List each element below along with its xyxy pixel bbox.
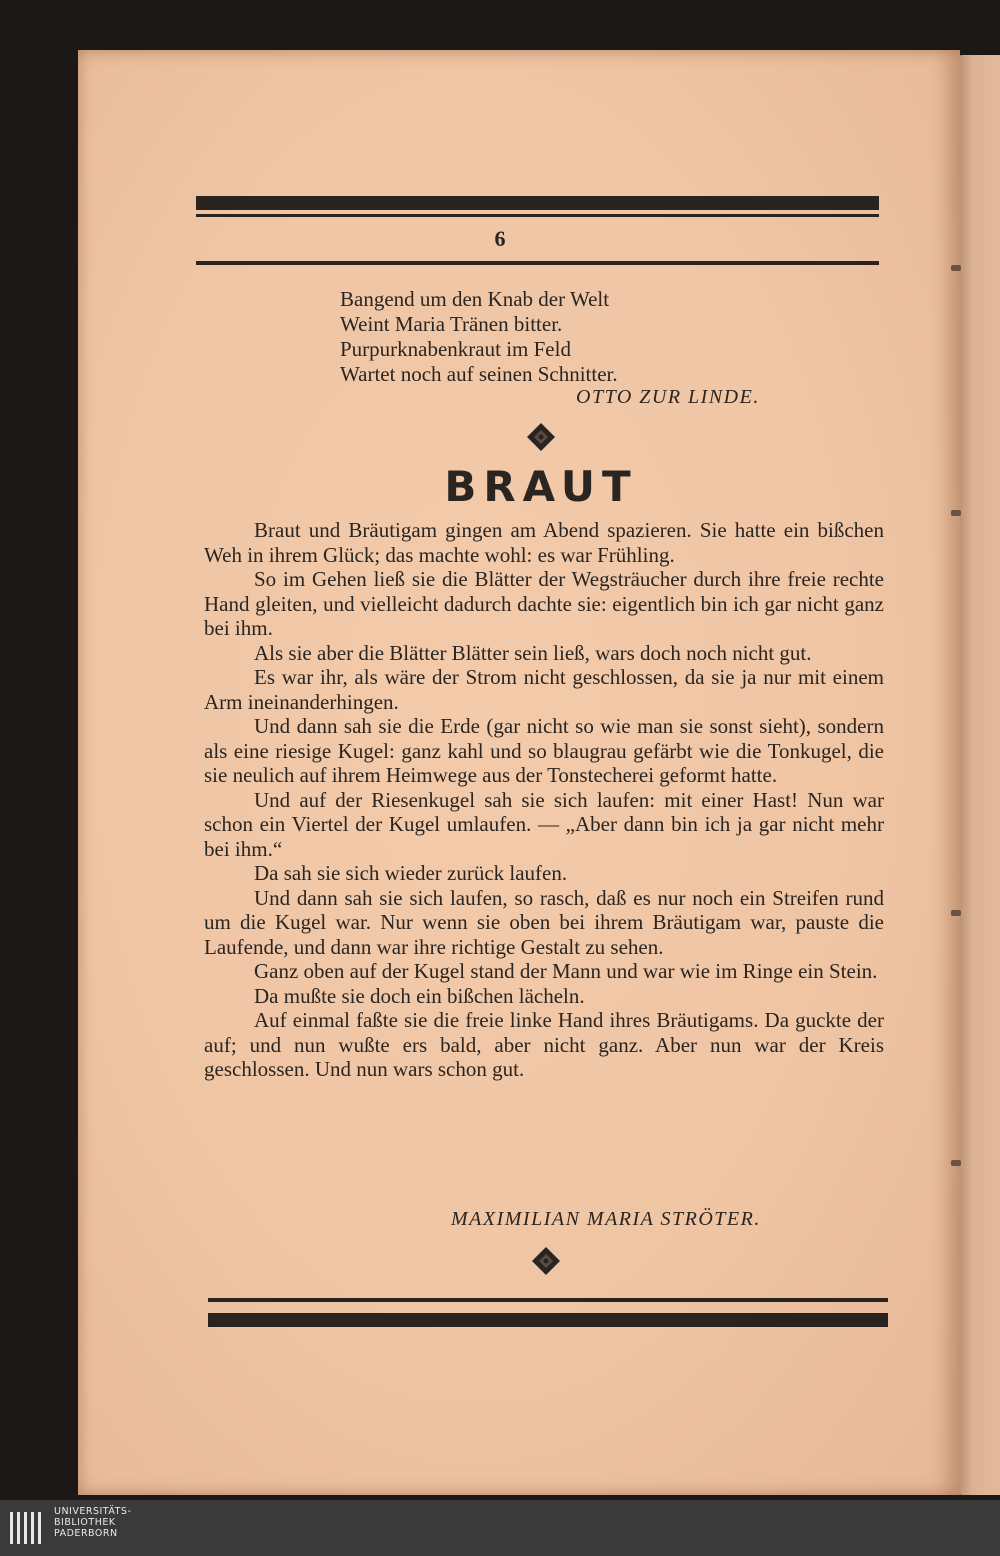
- poem-line: Weint Maria Tränen bitter.: [340, 312, 563, 336]
- library-name-line: PADERBORN: [54, 1528, 118, 1539]
- story-paragraph: Ganz oben auf der Kugel stand der Mann und war wie im Ringe ein Stein.: [254, 959, 878, 983]
- library-name-line: BIBLIOTHEK: [54, 1517, 116, 1528]
- diamond-ornament-icon: [531, 1246, 561, 1276]
- binding-stitch: [951, 265, 961, 271]
- footer-thin-rule: [208, 1298, 888, 1302]
- story-paragraph: Es war ihr, als wäre der Strom nicht geschlossen, da sie ja nur mit einem Arm ineinanderhingen.: [204, 665, 884, 714]
- library-name: [54, 1506, 131, 1539]
- poem-line: Bangend um den Knab der Welt: [340, 287, 610, 311]
- story-paragraph: Als sie aber die Blätter Blätter sein ließ, wars doch noch nicht gut.: [254, 640, 812, 665]
- library-name-line: UNIVERSITÄTS-: [54, 1506, 132, 1517]
- header-bottom-rule: [196, 261, 879, 265]
- story-paragraph: Auf einmal faßte sie die freie linke Hand ihres Bräutigams. Da guckte der auf; und nun wußte ers bald, aber nicht ganz. Aber nun war der Kreis geschlossen. Und nun wars schon gut.: [204, 1008, 884, 1081]
- diamond-ornament-icon: [526, 422, 556, 452]
- footer-thick-rule: [208, 1313, 888, 1327]
- story-paragraph: Und dann sah sie die Erde (gar nicht so wie man sie sonst sieht), sondern als eine riesige Kugel: ganz kahl und so blaugrau gefärbt wie die Tonkugel, die sie neulich auf ihrem Heimwege aus der Tonstecherei geformt hatte.: [204, 714, 884, 787]
- story-title: BRAUT: [444, 462, 638, 511]
- library-logo-icon: [8, 1508, 48, 1548]
- header-thick-rule: [196, 196, 879, 210]
- poem-line: Wartet noch auf seinen Schnitter.: [340, 362, 618, 386]
- binding-stitch: [951, 1160, 961, 1166]
- story-body: [204, 518, 884, 1082]
- binding-stitch: [951, 910, 961, 916]
- story-paragraph: Braut und Bräutigam gingen am Abend spazieren. Sie hatte ein bißchen Weh in ihrem Glück; das machte wohl: es war Frühling.: [204, 518, 884, 567]
- poem-line: Purpurknabenkraut im Feld: [340, 337, 571, 361]
- page-number: 6: [494, 226, 506, 251]
- story-paragraph: Da sah sie sich wieder zurück laufen.: [254, 861, 568, 885]
- poem: [340, 287, 618, 387]
- story-paragraph: So im Gehen ließ sie die Blätter der Wegsträucher durch ihre freie rechte Hand gleiten, und vielleicht dadurch dachte sie: eigentlich bin ich gar nicht ganz bei ihm.: [204, 567, 884, 640]
- poem-author: OTTO ZUR LINDE.: [576, 386, 760, 408]
- story-paragraph: Und auf der Riesenkugel sah sie sich laufen: mit einer Hast! Nun war schon ein Viertel der Kugel umlaufen. — „Aber dann bin ich ja gar nicht mehr bei ihm.“: [204, 787, 884, 861]
- story-author: MAXIMILIAN MARIA STRÖTER.: [451, 1208, 761, 1230]
- facing-page-edge: [958, 55, 1000, 1495]
- header-thin-rule: [196, 214, 879, 217]
- library-footer-bar: [0, 1500, 1000, 1556]
- story-paragraph: Und dann sah sie sich laufen, so rasch, daß es nur noch ein Streifen rund um die Kugel war. Nur wenn sie oben bei ihrem Bräutigam war, pauste die Laufende, und dann war ihre richtige Gestalt zu sehen.: [204, 885, 884, 959]
- story-paragraph: Da mußte sie doch ein bißchen lächeln.: [254, 983, 585, 1008]
